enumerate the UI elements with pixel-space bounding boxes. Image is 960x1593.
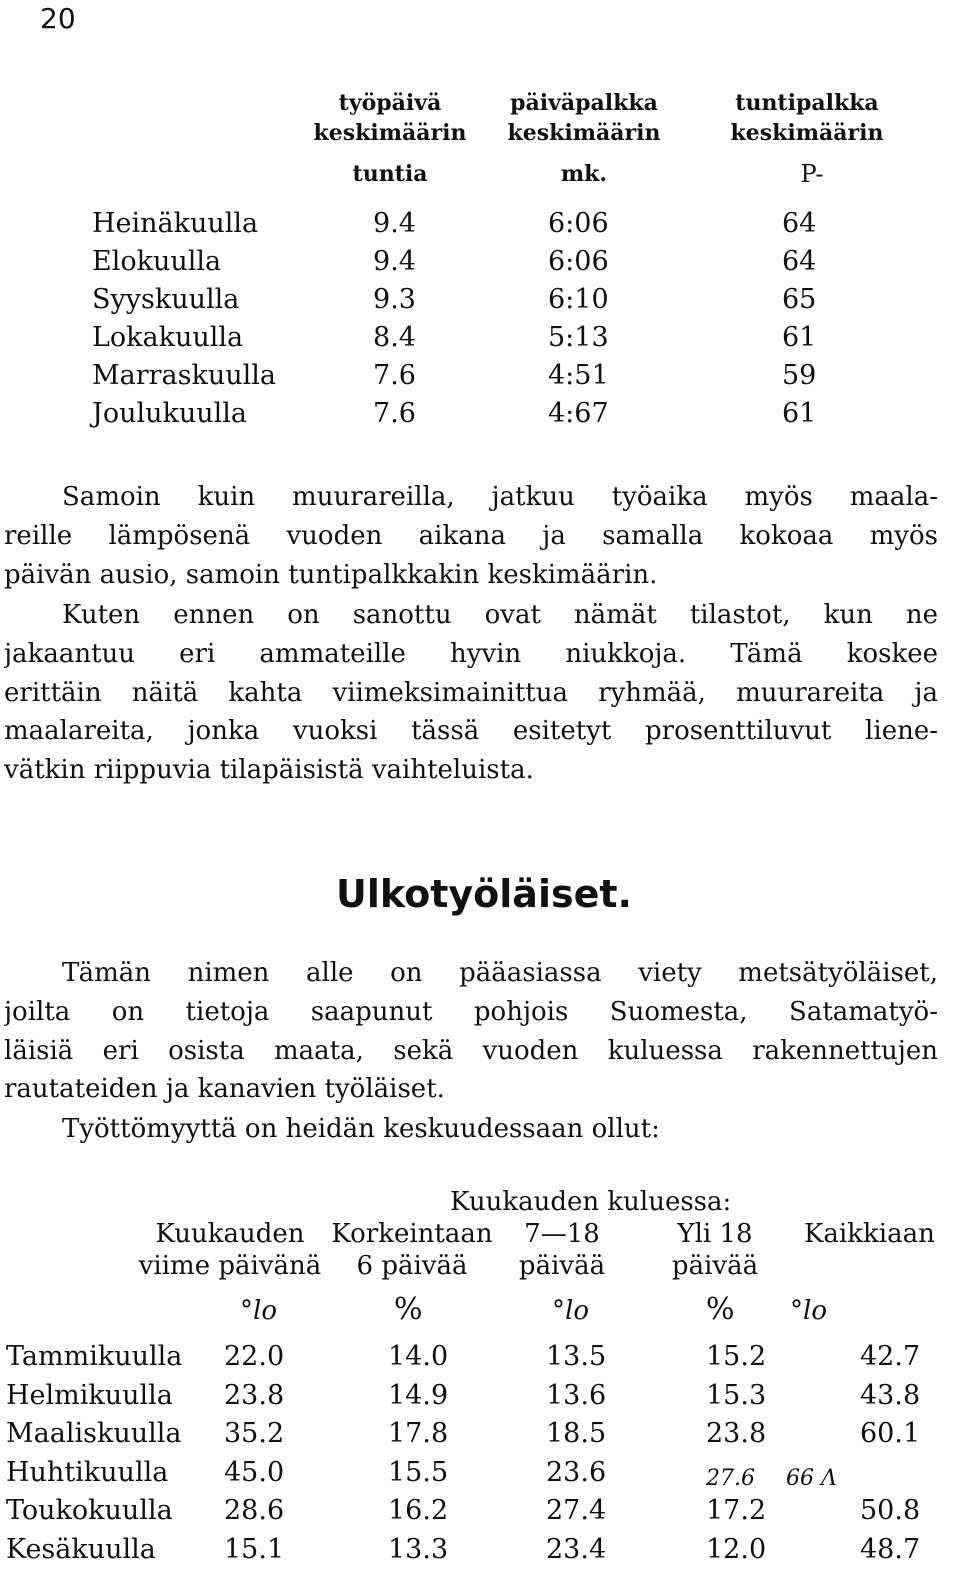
month-cell: Joulukuulla [92, 398, 247, 429]
month-cell: Toukokuulla [6, 1495, 173, 1526]
table2-header-max-6-days [326, 1218, 498, 1282]
value-cell: 17.2 [706, 1495, 767, 1526]
header-line: Kuukauden [155, 1219, 305, 1249]
value-cell: 15.1 [224, 1533, 285, 1565]
month-cell: Helmikuulla [6, 1379, 173, 1411]
table1-header-hours [300, 88, 480, 189]
daily-wage-cell: 6:10 [548, 284, 609, 315]
table2-header-over-18-days [660, 1218, 770, 1282]
unit-label [552, 1296, 589, 1326]
value-cell: 23.8 [706, 1418, 767, 1449]
header-unit: P- [800, 160, 824, 188]
value-cell: 15.3 [706, 1379, 767, 1411]
table-row [0, 1531, 960, 1570]
month-cell: Maaliskuulla [6, 1418, 182, 1449]
value-cell: 43.8 [860, 1379, 921, 1411]
text-line: reille lämpösenä vuoden aikana ja samalla kokoaa myös [4, 520, 938, 551]
table2-body [0, 1338, 960, 1569]
daily-wage-cell: 6:06 [548, 208, 609, 239]
hours-cell: 9.4 [373, 208, 416, 239]
daily-wage-cell: 5:13 [548, 322, 609, 353]
table-row [0, 281, 960, 319]
hourly-wage-cell: 65 [782, 284, 817, 315]
value-cell: 23.6 [546, 1456, 607, 1488]
table-row [0, 1492, 960, 1531]
month-cell: Tammikuulla [6, 1341, 183, 1372]
month-cell: Marraskuulla [92, 360, 277, 391]
value-cell: 16.2 [388, 1495, 449, 1526]
header-line: työpäivä [338, 90, 442, 116]
hourly-wage-cell: 59 [782, 360, 817, 391]
text-line: rautateiden ja kanavien työläiset. [4, 1074, 445, 1105]
value-cell: 13.3 [388, 1533, 449, 1565]
header-line: Yli 18 [677, 1219, 753, 1249]
value-cell: 13.5 [546, 1341, 607, 1372]
text-line: erittäin näitä kahta viimeksimainittua ryhmää, muurareita ja [4, 677, 938, 708]
paragraph-1 [4, 478, 938, 594]
table1-body [0, 205, 960, 433]
month-cell: Lokakuulla [92, 322, 244, 353]
value-cell: 23.8 [224, 1379, 285, 1411]
value-cell: 66 Λ [786, 1465, 837, 1491]
text-line: maalareita, jonka vuoksi tässä esitetyt prosenttiluvut liene- [4, 716, 938, 747]
value-cell: 15.5 [388, 1456, 449, 1488]
header-line: 7—18 [524, 1219, 600, 1249]
value-cell: 50.8 [860, 1495, 921, 1526]
value-cell: 60.1 [860, 1418, 921, 1449]
header-unit: mk. [560, 161, 608, 187]
header-line: päivää [518, 1251, 606, 1281]
text-line: joilta on tietoja saapunut pohjois Suomesta, Satamatyö- [4, 996, 938, 1027]
value-cell: 15.2 [706, 1341, 767, 1372]
value-cell: 17.8 [388, 1418, 449, 1449]
text-line: Samoin kuin muurareilla, jatkuu työaika myös maala- [62, 482, 938, 512]
unit-text: °lo [552, 1296, 589, 1326]
paragraph-2 [4, 596, 938, 790]
unit-label [790, 1296, 827, 1326]
table-row [0, 243, 960, 281]
table-row [0, 1377, 960, 1416]
value-cell: 42.7 [860, 1341, 921, 1372]
section-heading: Ulkotyöläiset. [336, 872, 632, 916]
header-unit: tuntia [352, 161, 428, 187]
hourly-wage-cell: 64 [782, 208, 817, 239]
hourly-wage-cell: 61 [782, 322, 817, 353]
text-line: Tämän nimen alle on pääasiassa viety metsätyöläiset, [62, 958, 938, 988]
page-number: 20 [40, 2, 76, 35]
intro-line: Työttömyyttä on heidän keskuudessaan ollut: [62, 1114, 660, 1144]
table-row [0, 395, 960, 433]
unit-text: °lo [790, 1296, 827, 1326]
month-cell: Huhtikuulla [6, 1456, 169, 1488]
hours-cell: 9.4 [373, 246, 416, 277]
value-cell: 14.0 [388, 1341, 449, 1372]
text-line: läisiä eri osista maata, sekä vuoden kuluessa rakennettujen [4, 1035, 938, 1066]
month-cell: Elokuulla [92, 246, 222, 277]
table1-header-daily-wage [492, 88, 676, 189]
hours-cell: 7.6 [373, 360, 416, 391]
hourly-wage-cell: 64 [782, 246, 817, 277]
header-line: päiväpalkka [510, 90, 658, 116]
text-line: päivän ausio, samoin tuntipalkkakin keskimäärin. [4, 559, 658, 590]
value-cell: 12.0 [706, 1533, 767, 1565]
unit-text: °lo [240, 1296, 277, 1326]
table2-group-header: Kuukauden kuluessa: [450, 1187, 732, 1217]
value-cell: 18.5 [546, 1418, 607, 1449]
value-cell: 35.2 [224, 1418, 285, 1449]
header-line: 6 päivää [356, 1251, 468, 1281]
value-cell: 22.0 [224, 1341, 285, 1372]
header-line: keskimäärin [507, 120, 661, 146]
header-line: keskimäärin [730, 120, 884, 146]
header-line: päivää [671, 1251, 759, 1281]
header-line: keskimäärin [313, 120, 467, 146]
value-cell: 27.6 [706, 1465, 755, 1491]
hours-cell: 7.6 [373, 398, 416, 429]
header-line: Korkeintaan [331, 1219, 493, 1249]
value-cell: 48.7 [860, 1533, 921, 1565]
daily-wage-cell: 4:67 [548, 398, 609, 429]
month-cell: Syyskuulla [92, 284, 240, 315]
value-cell: 14.9 [388, 1379, 449, 1411]
table-row [0, 1415, 960, 1454]
unit-label: % [706, 1292, 735, 1327]
daily-wage-cell: 6:06 [548, 246, 609, 277]
table-row [0, 1338, 960, 1377]
daily-wage-cell: 4:51 [548, 360, 609, 391]
table-row [0, 205, 960, 243]
table2-header-7-18-days [506, 1218, 618, 1282]
table1-header-hourly-wage [712, 88, 902, 189]
table2-header-last-day [130, 1218, 330, 1282]
value-cell: 23.4 [546, 1533, 607, 1565]
hours-cell: 8.4 [373, 322, 416, 353]
table-row [0, 357, 960, 395]
paragraph-3 [4, 954, 938, 1109]
header-line: tuntipalkka [735, 90, 879, 116]
table2-header-total: Kaikkiaan [804, 1219, 935, 1249]
value-cell: 27.4 [546, 1495, 607, 1526]
hourly-wage-cell: 61 [782, 398, 817, 429]
value-cell: 45.0 [224, 1456, 285, 1488]
text-line: jakaantuu eri ammateille hyvin niukkoja. Tämä koskee [4, 638, 938, 669]
hours-cell: 9.3 [373, 284, 416, 315]
value-cell: 13.6 [546, 1379, 607, 1411]
header-line: viime päivänä [138, 1251, 322, 1281]
month-cell: Heinäkuulla [92, 208, 259, 239]
unit-label [240, 1296, 277, 1326]
value-cell: 28.6 [224, 1495, 285, 1526]
month-cell: Kesäkuulla [6, 1533, 156, 1565]
unit-label: % [394, 1292, 423, 1327]
table-row [0, 319, 960, 357]
table-row [0, 1454, 960, 1493]
text-line: vätkin riippuvia tilapäisistä vaihteluista. [4, 755, 534, 786]
text-line: Kuten ennen on sanottu ovat nämät tilastot, kun ne [62, 600, 938, 630]
